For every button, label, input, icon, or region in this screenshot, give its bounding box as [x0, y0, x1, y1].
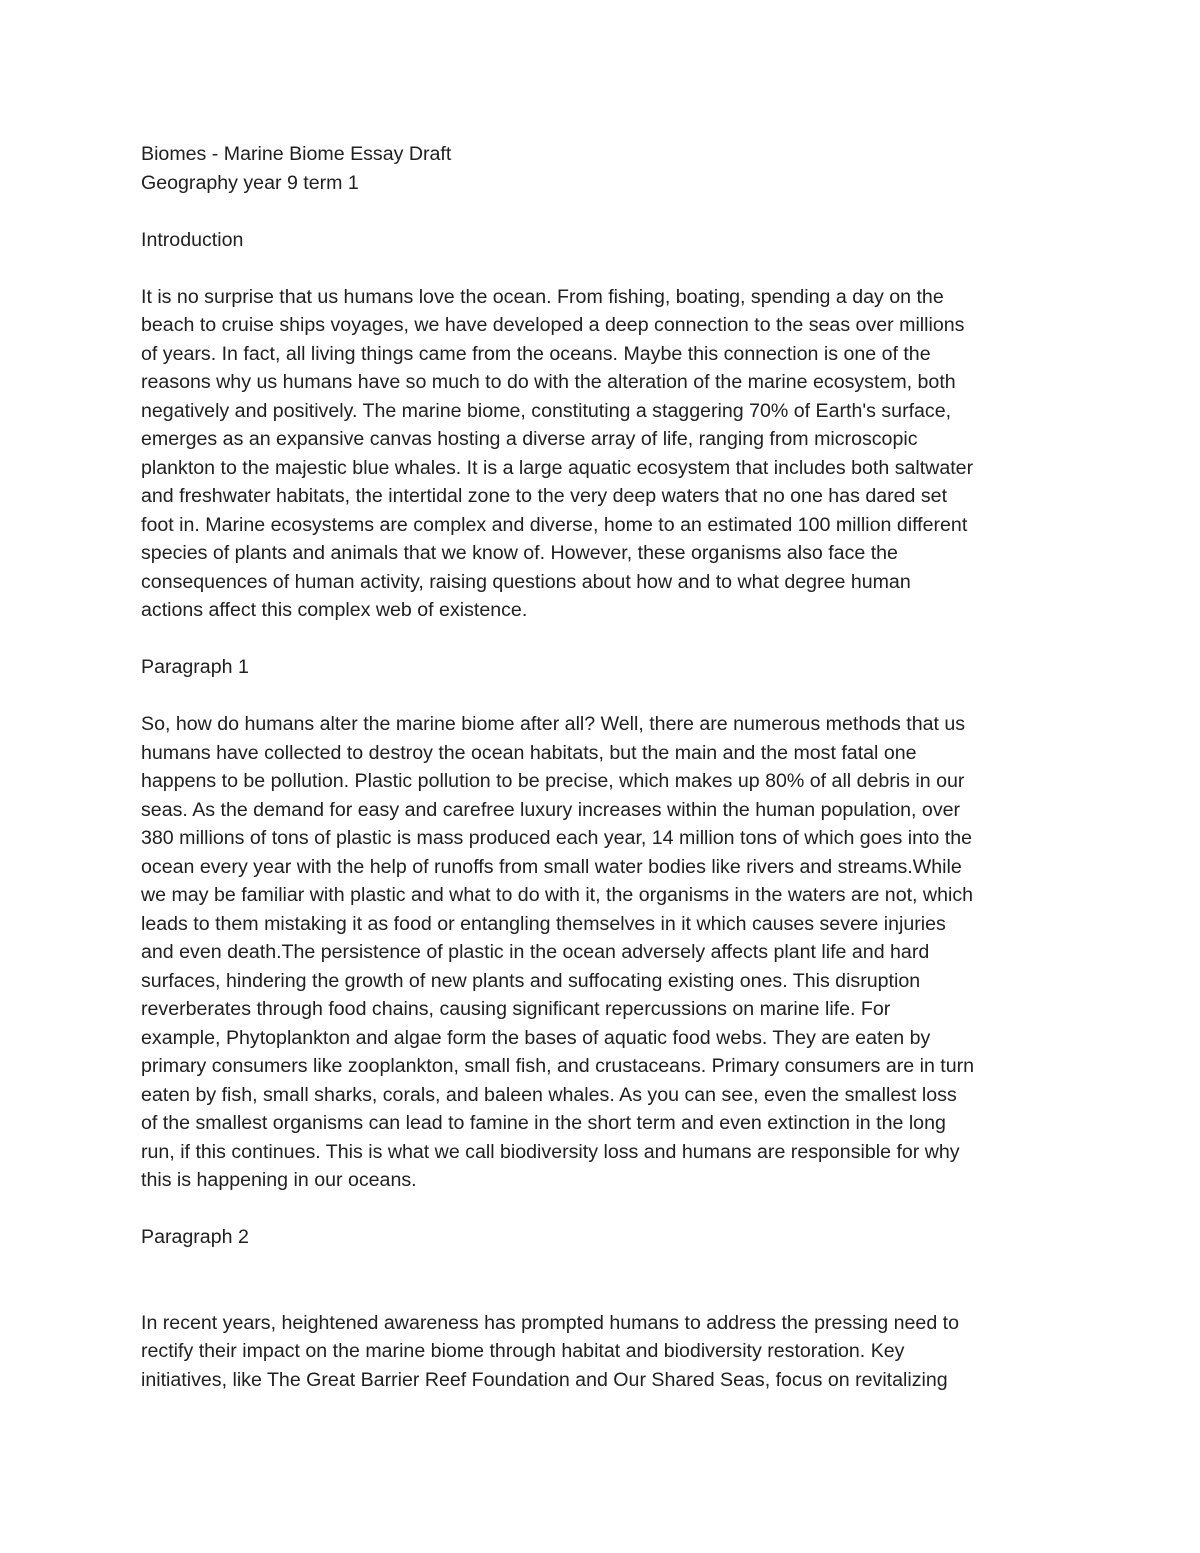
paragraph2-body — [141, 1309, 1071, 1395]
spacer — [141, 1195, 1071, 1224]
spacer — [141, 682, 1071, 711]
paragraph1-heading: Paragraph 1 — [141, 656, 249, 678]
text-line: It is no surprise that us humans love the ocean. From fishing, boating, spending a day on the — [141, 285, 944, 308]
text-line: ocean every year with the help of runoffs from small water bodies like rivers and streams.While — [141, 855, 962, 878]
text-line: and even death.The persistence of plastic in the ocean adversely affects plant life and hard — [141, 941, 930, 963]
spacer — [141, 1252, 1071, 1309]
text-line: emerges as an expansive canvas hosting a diverse array of life, ranging from microscopic — [141, 428, 918, 450]
document-body — [141, 140, 1071, 1394]
text-line: foot in. Marine ecosystems are complex and diverse, home to an estimated 100 million different — [141, 513, 968, 536]
spacer — [141, 197, 1071, 226]
document-subtitle: Geography year 9 term 1 — [141, 171, 359, 194]
text-line: initiatives, like The Great Barrier Reef Foundation and Our Shared Seas, focus on revitalizing — [141, 1368, 948, 1391]
text-line: run, if this continues. This is what we call biodiversity loss and humans are responsible for why — [141, 1140, 960, 1163]
text-line: species of plants and animals that we know of. However, these organisms also face the — [141, 542, 898, 564]
text-line: leads to them mistaking it as food or entangling themselves in it which causes severe injuries — [141, 912, 946, 935]
paragraph2-heading: Paragraph 2 — [141, 1226, 249, 1248]
text-line: primary consumers like zooplankton, small fish, and crustaceans. Primary consumers are in turn — [141, 1055, 975, 1077]
text-line: reverberates through food chains, causing significant repercussions on marine life. For — [141, 998, 891, 1020]
text-line: actions affect this complex web of existence. — [141, 599, 528, 621]
text-line: we may be familiar with plastic and what to do with it, the organisms in the waters are not, which — [141, 884, 974, 906]
text-line: this is happening in our oceans. — [141, 1169, 417, 1191]
text-line: rectify their impact on the marine biome through habitat and biodiversity restoration. Key — [141, 1340, 905, 1362]
paragraph1-body — [141, 710, 1071, 1195]
text-line: surfaces, hindering the growth of new plants and suffocating existing ones. This disruption — [141, 969, 921, 992]
text-line: reasons why us humans have so much to do with the alteration of the marine ecosystem, both — [141, 371, 956, 393]
text-line: of the smallest organisms can lead to famine in the short term and even extinction in the long — [141, 1112, 946, 1134]
text-line: beach to cruise ships voyages, we have developed a deep connection to the seas over millions — [141, 314, 965, 336]
text-line: humans have collected to destroy the ocean habitats, but the main and the most fatal one — [141, 741, 917, 764]
text-line: of years. In fact, all living things came from the oceans. Maybe this connection is one of the — [141, 342, 931, 365]
text-line: 380 millions of tons of plastic is mass produced each year, 14 million tons of which goes into the — [141, 827, 973, 849]
spacer — [141, 625, 1071, 654]
text-line: In recent years, heightened awareness has prompted humans to address the pressing need to — [141, 1311, 960, 1334]
text-line: eaten by fish, small sharks, corals, and baleen whales. As you can see, even the smallest loss — [141, 1083, 957, 1106]
text-line: example, Phytoplankton and algae form the bases of aquatic food webs. They are eaten by — [141, 1026, 931, 1049]
text-line: So, how do humans alter the marine biome after all? Well, there are numerous methods that us — [141, 713, 966, 735]
text-line: and freshwater habitats, the intertidal zone to the very deep waters that no one has dared set — [141, 485, 948, 507]
text-line: consequences of human activity, raising questions about how and to what degree human — [141, 570, 911, 593]
text-line: negatively and positively. The marine biome, constituting a staggering 70% of Earth's surface, — [141, 399, 952, 422]
introduction-heading: Introduction — [141, 228, 244, 251]
spacer — [141, 254, 1071, 283]
text-line: happens to be pollution. Plastic pollution to be precise, which makes up 80% of all debris in our — [141, 770, 965, 792]
text-line: plankton to the majestic blue whales. It is a large aquatic ecosystem that includes both saltwater — [141, 456, 974, 479]
document-title: Biomes - Marine Biome Essay Draft — [141, 143, 452, 165]
introduction-paragraph — [141, 283, 1071, 625]
text-line: seas. As the demand for easy and carefree luxury increases within the human population, over — [141, 798, 961, 821]
